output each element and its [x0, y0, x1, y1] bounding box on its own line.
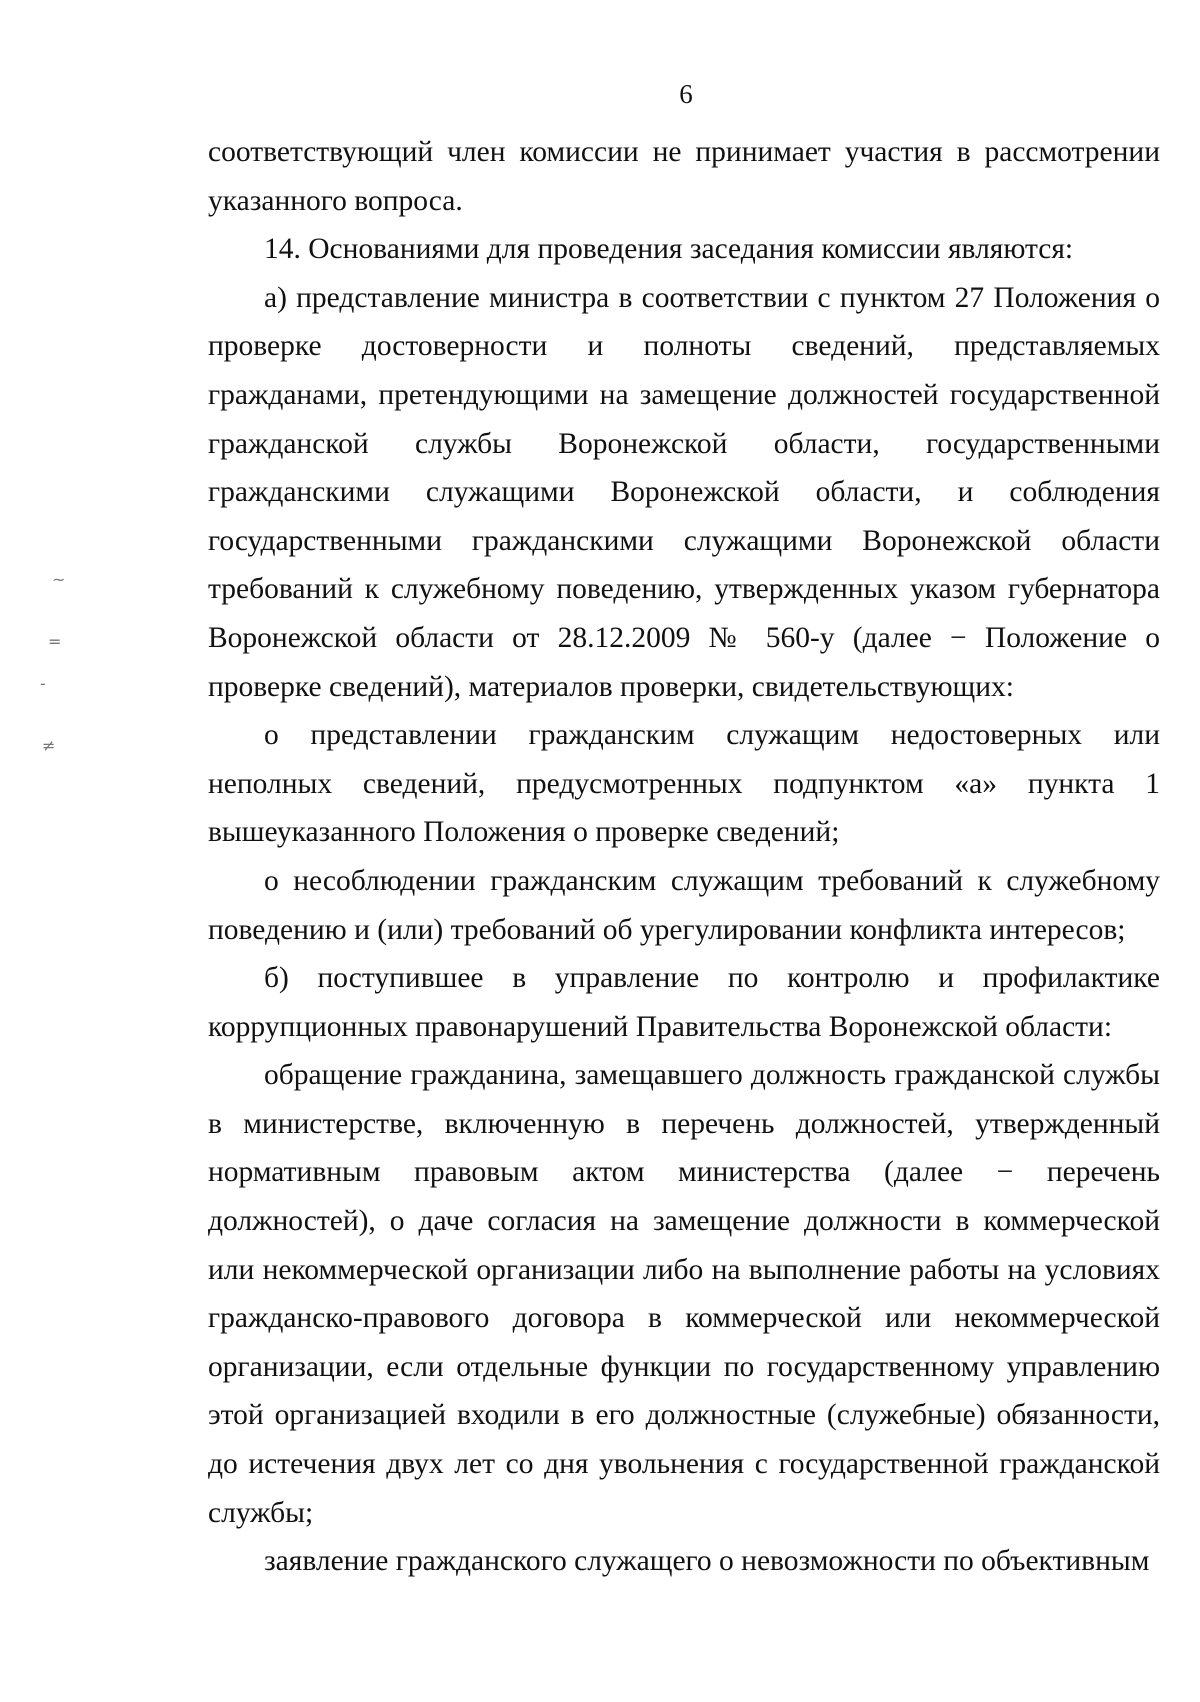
- paragraph-false-info: о представлении гражданским служащим недостоверных или неполных сведений, предусмотренных подпунктом «а» пункта 1 вышеуказанного Положения о проверке сведений;: [208, 719, 1160, 849]
- scan-mark: -: [40, 674, 46, 693]
- paragraph-subitem-b: б) поступившее в управление по контролю и профилактике коррупционных правонарушений Правительства Воронежской области:: [208, 962, 1160, 1043]
- document-body: [208, 128, 1160, 1586]
- paragraph-citizen-appeal: обращение гражданина, замещавшего должность гражданской службы в министерстве, включенную в перечень должностей, утвержденный нормативным правовым актом министерства (далее − перечень должностей), о даче согласия на замещение должности в коммерческой или некоммерческой организации либо на выполнение работы на условиях гражданско-правового договора в коммерческой или некоммерческой организации, если отдельные функции по государственному управлению этой организацией входили в его должностные (служебные) обязанности, до истечения двух лет со дня увольнения с государственной гражданской службы;: [208, 1059, 1160, 1529]
- scan-mark: =: [48, 632, 62, 651]
- page-number: 6: [679, 79, 693, 109]
- paragraph-item-14: 14. Основаниями для проведения заседания комиссии являются:: [264, 233, 1074, 266]
- paragraph-continuation: соответствующий член комиссии не принимает участия в рассмотрении указанного вопроса.: [208, 136, 1160, 217]
- paragraph-subitem-a: а) представление министра в соответствии с пунктом 27 Положения о проверке достоверности и полноты сведений, представляемых гражданами, претендующими на замещение должностей государственной гражданской службы Воронежской области, государственными гражданскими служащими Воронежской области, и соблюдения государственными гражданскими служащими Воронежской области требований к служебному поведению, утвержденных указом губернатора Воронежской области от 28.12.2009 № 560-у (далее − Положение о проверке сведений), материалов проверки, свидетельствующих:: [208, 281, 1160, 703]
- scan-mark: ~: [52, 570, 66, 589]
- scan-mark: ≠: [42, 736, 56, 755]
- paragraph-noncompliance: о несоблюдении гражданским служащим требований к служебному поведению и (или) требований об урегулировании конфликта интересов;: [208, 864, 1160, 946]
- margin-scan-marks: [0, 0, 100, 1702]
- paragraph-employee-statement: заявление гражданского служащего о невозможности по объективным: [264, 1545, 1150, 1578]
